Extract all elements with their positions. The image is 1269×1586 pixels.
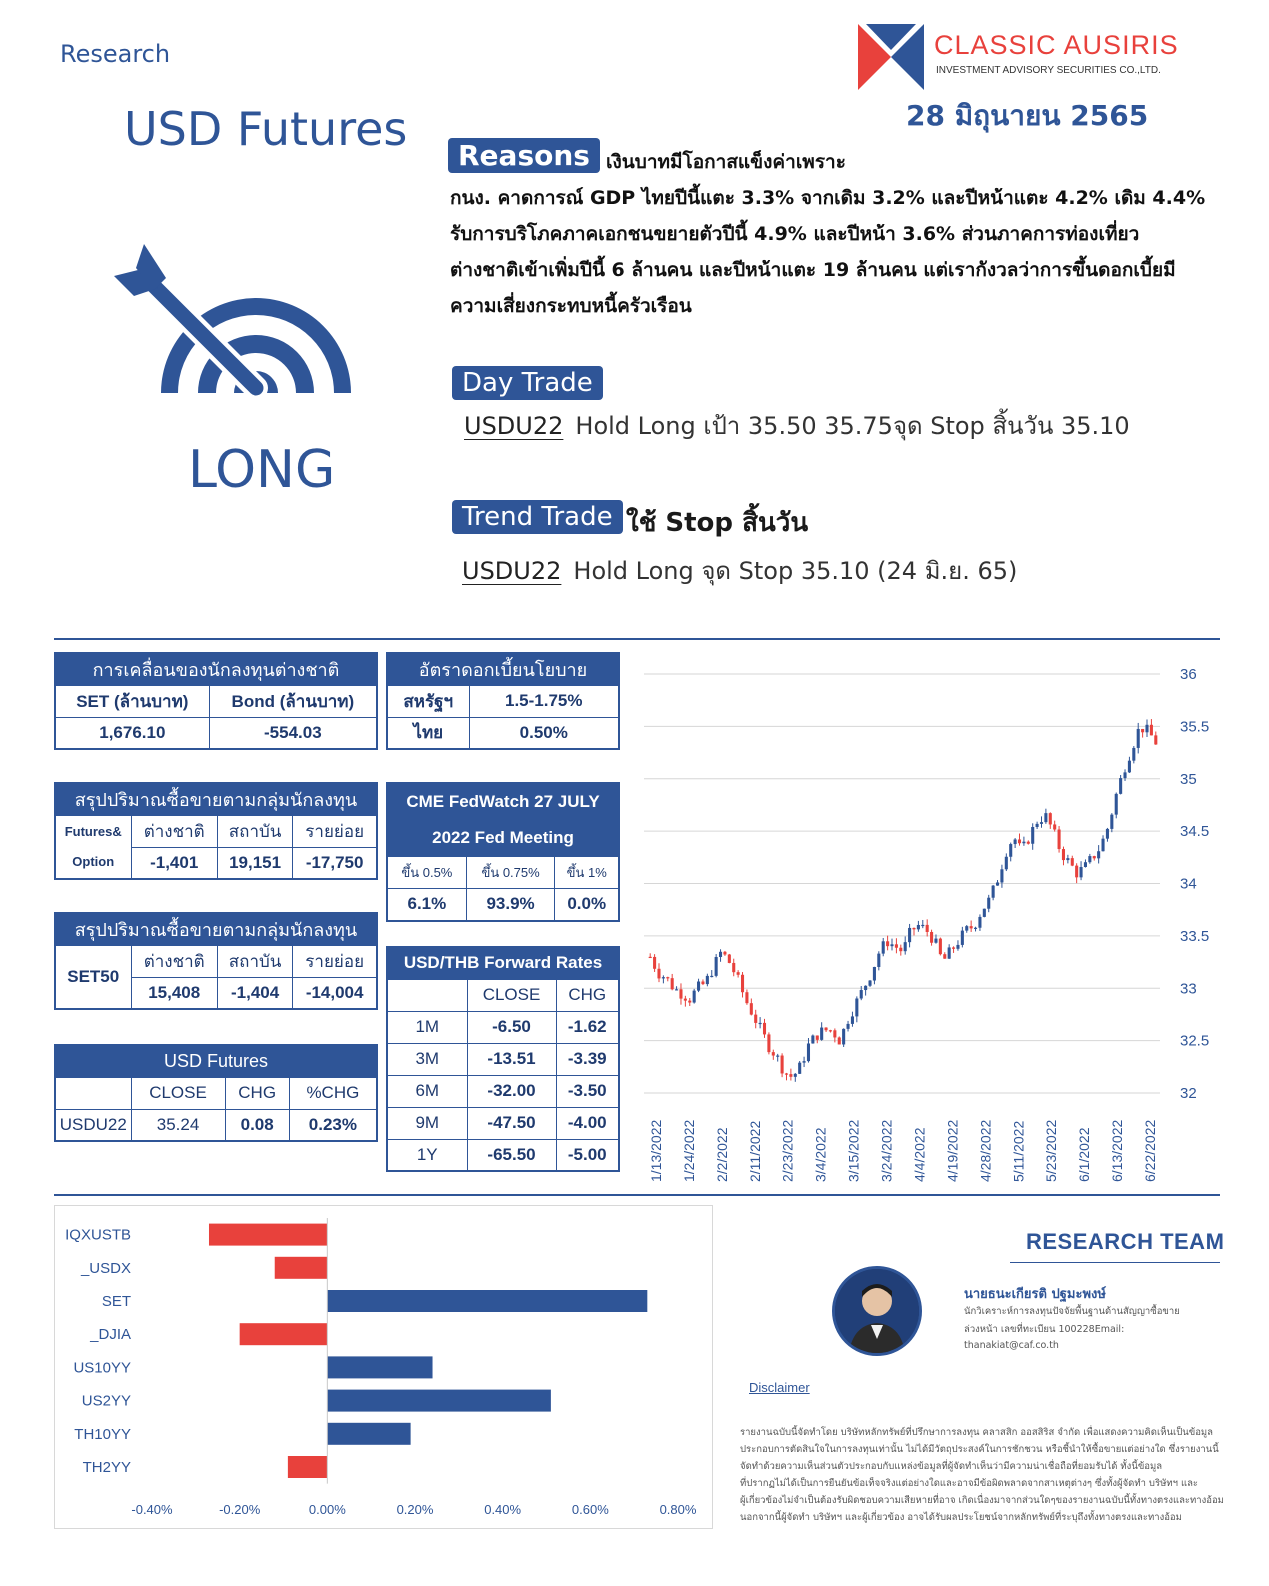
y-tick-label: 33.5 [1180,927,1210,945]
x-tick-label: 4/4/2022 [911,1127,928,1182]
y-tick-label: 34 [1180,875,1197,893]
set50-row-label: SET50 [55,945,131,1009]
candle-body [816,1036,819,1040]
candle-body [710,976,713,977]
set50-header-foreign: ต่างชาติ [131,945,217,977]
candle-body [675,989,678,990]
candle-body [1128,761,1131,773]
candle-body [1053,824,1056,829]
candle-body [1000,869,1003,882]
candle-body [978,917,981,928]
candle-body [715,957,718,976]
candle-body [798,1063,801,1074]
x-tick-label: 4/19/2022 [944,1119,961,1182]
disclaimer-line: ที่ปรากฏไม่ได้เป็นการยืนยันข้อเท็จจริงแต่อย่างใดและอาจมีข้อผิดพลาดจากสาเหตุต่างๆ ซึ่งทั้งผู้จัดทำ บริษัทฯ และ [740,1478,1198,1489]
bar [275,1257,328,1279]
disclaimer-line: นอกจากนี้ผู้จัดทำ บริษัทฯ และผู้เกี่ยวข้อง อาจได้รับผลประโยชน์จากหลักทรัพย์ที่ระบุถึงทั้งทางตรงและทางอ้อม [740,1512,1182,1523]
candle-body [745,992,748,1003]
disclaimer-text [740,1424,1224,1526]
y-tick-label: 35.5 [1180,718,1210,736]
candle-body [662,977,665,978]
category-label: SET [101,1293,131,1310]
candle-body [1119,778,1122,794]
x-tick-label: 3/24/2022 [878,1119,895,1182]
candle-body [825,1028,828,1031]
market-change-bar-chart [54,1205,713,1529]
candle-body [868,981,871,986]
candle-body [1040,822,1043,824]
candle-body [882,941,885,953]
usd-futures-candlestick-chart [630,650,1220,1190]
candle-body [1044,813,1047,822]
y-tick-label: 32 [1180,1085,1197,1102]
bar [327,1356,432,1378]
logo-subtitle: INVESTMENT ADVISORY SECURITIES CO.,LTD. [936,65,1161,76]
candle-body [842,1029,845,1045]
logo-mark-icon [858,24,924,90]
candle-body [926,925,929,932]
table-row [387,1043,619,1075]
candle-body [1062,849,1065,860]
x-tick-label: 3/4/2022 [812,1127,829,1182]
x-tick-label: 0.60% [571,1502,609,1517]
y-tick-label: 34.5 [1180,823,1210,841]
foreign-flow-set-value: 1,676.10 [55,717,209,749]
candle-body [1049,813,1052,824]
candle-body [1132,748,1135,761]
candle-body [855,999,858,1017]
stance-label: LONG [188,440,336,500]
futures-summary-row-label-2: Option [72,853,115,869]
trend-trade-symbol: USDU22 [462,557,562,585]
fedwatch-prob-100: 0.0% [555,889,619,921]
candle-body [912,928,915,929]
category-label: US10YY [73,1359,131,1377]
candle-body [1014,839,1017,844]
candle-body [965,926,968,930]
set50-summary-table [54,912,378,1010]
fedwatch-prob-50: 6.1% [387,889,466,921]
candle-body [1106,829,1109,839]
candle-body [1115,794,1118,815]
foreign-flow-title: การเคลื่อนของนักลงทุนต่างชาติ [55,653,377,685]
candle-body [1058,830,1061,850]
foreign-flow-col1: SET (ล้านบาท) [55,685,209,717]
candle-body [996,882,999,885]
fedwatch-header-50: ขึ้น 0.5% [387,857,466,889]
usd-futures-pct: 0.23% [289,1109,377,1141]
analyst-license: ล่วงหน้า เลขที่ทะเบียน 100228Email: [964,1324,1125,1335]
set50-foreign: 15,408 [131,977,217,1009]
candle-body [1031,827,1034,844]
x-tick-label: -0.20% [219,1502,261,1517]
category-label: IQXUSTB [65,1226,131,1244]
x-tick-label: 1/24/2022 [680,1119,697,1182]
candle-body [860,990,863,998]
forward-chg: -5.00 [556,1139,619,1171]
usd-futures-header-close: CLOSE [131,1077,225,1109]
forward-close: -13.51 [467,1043,556,1075]
table-row [387,1011,619,1043]
candle-body [649,957,652,958]
candle-body [890,944,893,946]
futures-summary-foreign: -1,401 [131,847,217,879]
fedwatch-prob-75: 93.9% [466,889,555,921]
candle-body [785,1073,788,1074]
x-tick-label: 2/11/2022 [746,1120,763,1182]
table-row [387,1139,619,1171]
candle-body [1022,842,1025,844]
candle-body [820,1028,823,1040]
candle-body [921,925,924,926]
candle-body [789,1074,792,1077]
x-tick-label: 6/13/2022 [1109,1119,1126,1182]
disclaimer-line: จัดทำด้วยความเห็นส่วนตัวประกอบกับแหล่งข้อมูลที่ผู้จัดทำเห็นว่ามีความน่าเชื่อถือที่ยอมรับได้ ทั้งนี้ข้อมูล [740,1461,1163,1472]
set50-inst: -1,404 [217,977,292,1009]
analyst-name: นายธนะเกียรติ ปฐมะพงษ์ [964,1287,1106,1302]
candle-body [1005,857,1008,870]
trend-trade-line [462,551,1017,590]
bar [240,1323,328,1345]
x-tick-label: 1/13/2022 [648,1119,664,1182]
policy-rate-table [386,652,620,750]
forward-chg: -4.00 [556,1107,619,1139]
policy-rate-us-label: สหรัฐฯ [387,685,469,717]
disclaimer-line: ประกอบการตัดสินใจในการลงทุนเท่านั้น ไม่ได้มีวัตถุประสงค์ในการชักชวน หรือชี้นำให้ซื้อขายแต่อย่างใด ซึ่งรายงานนี้ [740,1444,1219,1455]
usd-futures-header-pct: %CHG [289,1077,377,1109]
candle-body [706,976,709,984]
candle-body [1027,842,1030,844]
candle-body [684,999,687,1001]
bar [327,1423,410,1445]
bar [288,1456,327,1478]
day-trade-text: Hold Long เป้า 35.50 35.75จุด Stop สิ้นวัน 35.10 [575,412,1130,440]
forward-tenor: 9M [387,1107,467,1139]
disclaimer-line: รายงานฉบับนี้จัดทำโดย บริษัทหลักทรัพย์ที่ปรึกษาการลงทุน คลาสสิก ออสสิริส จำกัด เพื่อแสดงความคิดเห็นเป็นข้อมูล [740,1427,1214,1438]
bar [327,1390,551,1412]
policy-rate-us-value: 1.5-1.75% [469,685,619,717]
candle-body [657,969,660,979]
set50-retail: -14,004 [293,977,377,1009]
forward-tenor: 6M [387,1075,467,1107]
candle-body [1071,858,1074,866]
candle-body [759,1023,762,1024]
candle-body [1088,856,1091,862]
x-tick-label: 6/22/2022 [1142,1119,1158,1182]
candle-body [1123,772,1126,778]
candle-body [701,982,704,985]
y-tick-label: 36 [1180,666,1197,683]
fedwatch-header-75: ขึ้น 0.75% [466,857,555,889]
forward-tenor: 1M [387,1011,467,1043]
y-tick-label: 32.5 [1180,1032,1210,1050]
x-tick-label: -0.40% [131,1502,173,1517]
divider-bottom [54,1194,1220,1196]
usd-futures-chg: 0.08 [225,1109,289,1141]
candle-body [829,1030,832,1031]
candle-body [679,989,682,998]
fedwatch-table [386,782,620,922]
forward-close: -47.50 [467,1107,556,1139]
category-label: TH2YY [82,1459,131,1476]
candle-body [1009,844,1012,857]
x-tick-label: 3/15/2022 [845,1119,862,1182]
policy-rate-title: อัตราดอกเบี้ยนโยบาย [387,653,619,685]
candle-body [939,939,942,955]
reasons-line-3: รับการบริโภคภาคเอกชนขยายตัวปีนี้ 4.9% และปีหน้า 3.6% ส่วนภาคการท่องเที่ยว [450,223,1140,245]
x-tick-label: 4/28/2022 [977,1119,994,1182]
candle-body [974,928,977,929]
candle-body [1097,851,1100,858]
x-tick-label: 5/11/2022 [1010,1120,1027,1182]
candle-body [1093,856,1096,858]
candle-body [781,1056,784,1074]
day-trade-symbol: USDU22 [464,412,564,440]
set50-header-inst: สถาบัน [217,945,292,977]
candle-body [838,1037,841,1044]
logo-name: CLASSIC AUSIRIS [934,30,1179,60]
report-date: 28 มิถุนายน 2565 [906,99,1149,132]
candle-body [1102,839,1105,852]
futures-summary-title: สรุปปริมาณซื้อขายตามกลุ่มนักลงทุน [55,783,377,815]
candle-body [886,941,889,946]
candle-body [1141,729,1144,732]
candle-body [693,991,696,1003]
candle-body [1075,866,1078,878]
reasons-line-1: เงินบาทมีโอกาสแข็งค่าเพราะ [606,151,846,173]
x-tick-label: 0.80% [659,1502,697,1517]
x-tick-label: 0.20% [396,1502,434,1517]
fedwatch-header-100: ขึ้น 1% [555,857,619,889]
set50-summary-title: สรุปปริมาณซื้อขายตามกลุ่มนักลงทุน [55,913,377,945]
candle-body [877,954,880,967]
divider-top [54,638,1220,640]
section-label: Research [60,40,171,68]
forward-close: -6.50 [467,1011,556,1043]
candle-body [741,975,744,992]
x-tick-label: 5/23/2022 [1043,1119,1060,1182]
candle-body [899,948,902,951]
trend-trade-note: ใช้ Stop สิ้นวัน [626,508,809,538]
forward-rates-header-chg: CHG [556,979,619,1011]
candle-body [1145,725,1148,732]
fedwatch-title-2: 2022 Fed Meeting [432,828,574,847]
candle-body [754,1015,757,1023]
candle-body [952,947,955,948]
forward-chg: -1.62 [556,1011,619,1043]
policy-rate-th-label: ไทย [387,717,469,749]
company-logo [858,24,1188,94]
disclaimer-line: ผู้เกี่ยวข้องไม่จำเป็นต้องรับผิดชอบความเสียหายที่อาจ เกิดเนื่องมาจากส่วนใดๆของรายงานฉบับนี้ทั้งทางตรงและทางอ้อม [740,1495,1224,1506]
futures-summary-table [54,782,378,880]
category-label: _DJIA [90,1326,131,1344]
usd-futures-header-chg: CHG [225,1077,289,1109]
analyst-avatar [832,1266,922,1356]
candle-body [666,977,669,978]
candle-body [732,963,735,972]
candle-body [987,898,990,909]
candle-body [895,944,898,947]
candle-body [908,928,911,942]
trend-trade-tag: Trend Trade [452,500,623,534]
candle-body [970,926,973,928]
target-dart-icon [106,238,356,408]
forward-tenor: 1Y [387,1139,467,1171]
category-label: TH10YY [74,1425,131,1443]
x-tick-label: 2/23/2022 [779,1119,796,1182]
candle-body [851,1016,854,1023]
futures-summary-retail: -17,750 [293,847,377,879]
research-team-title: RESEARCH TEAM [1026,1229,1225,1254]
candle-body [776,1056,779,1057]
foreign-flow-col2: Bond (ล้านบาท) [209,685,377,717]
forward-rates-header-close: CLOSE [467,979,556,1011]
candle-body [723,952,726,955]
foreign-flow-bond-value: -554.03 [209,717,377,749]
category-label: _USDX [80,1259,131,1277]
futures-summary-row-label-1: Futures& [64,823,122,839]
research-team-underline [1010,1262,1220,1263]
candle-body [1110,815,1113,829]
analyst-role: นักวิเคราะห์การลงทุนปัจจัยพื้นฐานด้านสัญญาซื้อขาย [964,1306,1180,1317]
candle-body [697,982,700,991]
futures-summary-header-foreign: ต่างชาติ [131,815,217,847]
candle-body [807,1043,810,1061]
futures-summary-header-inst: สถาบัน [217,815,292,847]
y-tick-label: 33 [1180,980,1197,998]
disclaimer-label[interactable]: Disclaimer [749,1380,810,1395]
forward-chg: -3.50 [556,1075,619,1107]
x-tick-label: 6/1/2022 [1076,1127,1093,1182]
policy-rate-th-value: 0.50% [469,717,619,749]
set50-header-retail: รายย่อย [293,945,377,977]
candle-body [873,967,876,981]
candle-body [833,1030,836,1037]
forward-chg: -3.39 [556,1043,619,1075]
candle-body [772,1052,775,1055]
day-trade-line [464,406,1130,445]
trend-trade-text: Hold Long จุด Stop 35.10 (24 มิ.ย. 65) [573,557,1018,585]
day-trade-tag: Day Trade [452,366,603,400]
forward-close: -32.00 [467,1075,556,1107]
candle-body [737,972,740,975]
candle-body [934,939,937,943]
candle-body [767,1034,770,1052]
candle-body [904,942,907,951]
candle-body [956,945,959,949]
candle-body [750,1003,753,1014]
candle-body [943,954,946,959]
candle-body [688,1001,691,1003]
y-tick-label: 35 [1180,770,1197,788]
candle-body [1137,729,1140,748]
candle-body [961,931,964,945]
bar [327,1290,647,1312]
table-row [387,1107,619,1139]
usd-futures-close: 35.24 [131,1109,225,1141]
usd-futures-symbol: USDU22 [55,1109,131,1141]
x-tick-label: 0.00% [308,1502,346,1517]
forward-close: -65.50 [467,1139,556,1171]
candle-body [917,925,920,929]
usd-futures-table [54,1044,378,1142]
futures-summary-inst: 19,151 [217,847,292,879]
analyst-email: thanakiat@caf.co.th [964,1340,1059,1351]
candle-body [728,954,731,962]
forward-tenor: 3M [387,1043,467,1075]
candle-body [811,1036,814,1044]
candle-body [794,1074,797,1077]
candle-body [1080,867,1083,877]
page-title: USD Futures [124,102,408,156]
candle-body [763,1023,766,1035]
bar [209,1224,327,1246]
candle-body [1066,858,1069,860]
candle-body [948,947,951,958]
reasons-line-5: ความเสี่ยงกระทบหนี้ครัวเรือน [450,295,692,317]
forward-rates-table [386,946,620,1172]
candle-body [671,978,674,989]
candle-body [930,932,933,943]
reasons-line-4: ต่างชาติเข้าเพิ่มปีนี้ 6 ล้านคน และปีหน้าแตะ 19 ล้านคน แต่เรากังวลว่าการขึ้นดอกเบี้ยมี [450,259,1176,281]
fedwatch-title-1: CME FedWatch 27 JULY [406,792,600,811]
candle-body [653,957,656,969]
candle-body [1018,839,1021,843]
candle-body [719,952,722,957]
category-label: US2YY [81,1392,131,1410]
candle-body [847,1024,850,1029]
candle-body [1084,862,1087,867]
candle-body [1154,735,1157,744]
candle-body [803,1061,806,1063]
candle-body [983,909,986,917]
foreign-flow-table [54,652,378,750]
person-icon [835,1269,919,1353]
candle-body [1036,824,1039,827]
candle-body [992,886,995,898]
reasons-tag: Reasons [448,138,600,173]
futures-summary-header-retail: รายย่อย [293,815,377,847]
table-row [387,1075,619,1107]
usd-futures-title: USD Futures [55,1045,377,1077]
x-tick-label: 0.40% [484,1502,522,1517]
x-tick-label: 2/2/2022 [713,1127,730,1182]
reasons-line-2: กนง. คาดการณ์ GDP ไทยปีนี้แตะ 3.3% จากเดิม 3.2% และปีหน้าแตะ 4.2% เดิม 4.4% [450,187,1206,209]
forward-rates-title: USD/THB Forward Rates [387,947,619,979]
candle-body [1150,725,1153,736]
candle-body [864,986,867,990]
